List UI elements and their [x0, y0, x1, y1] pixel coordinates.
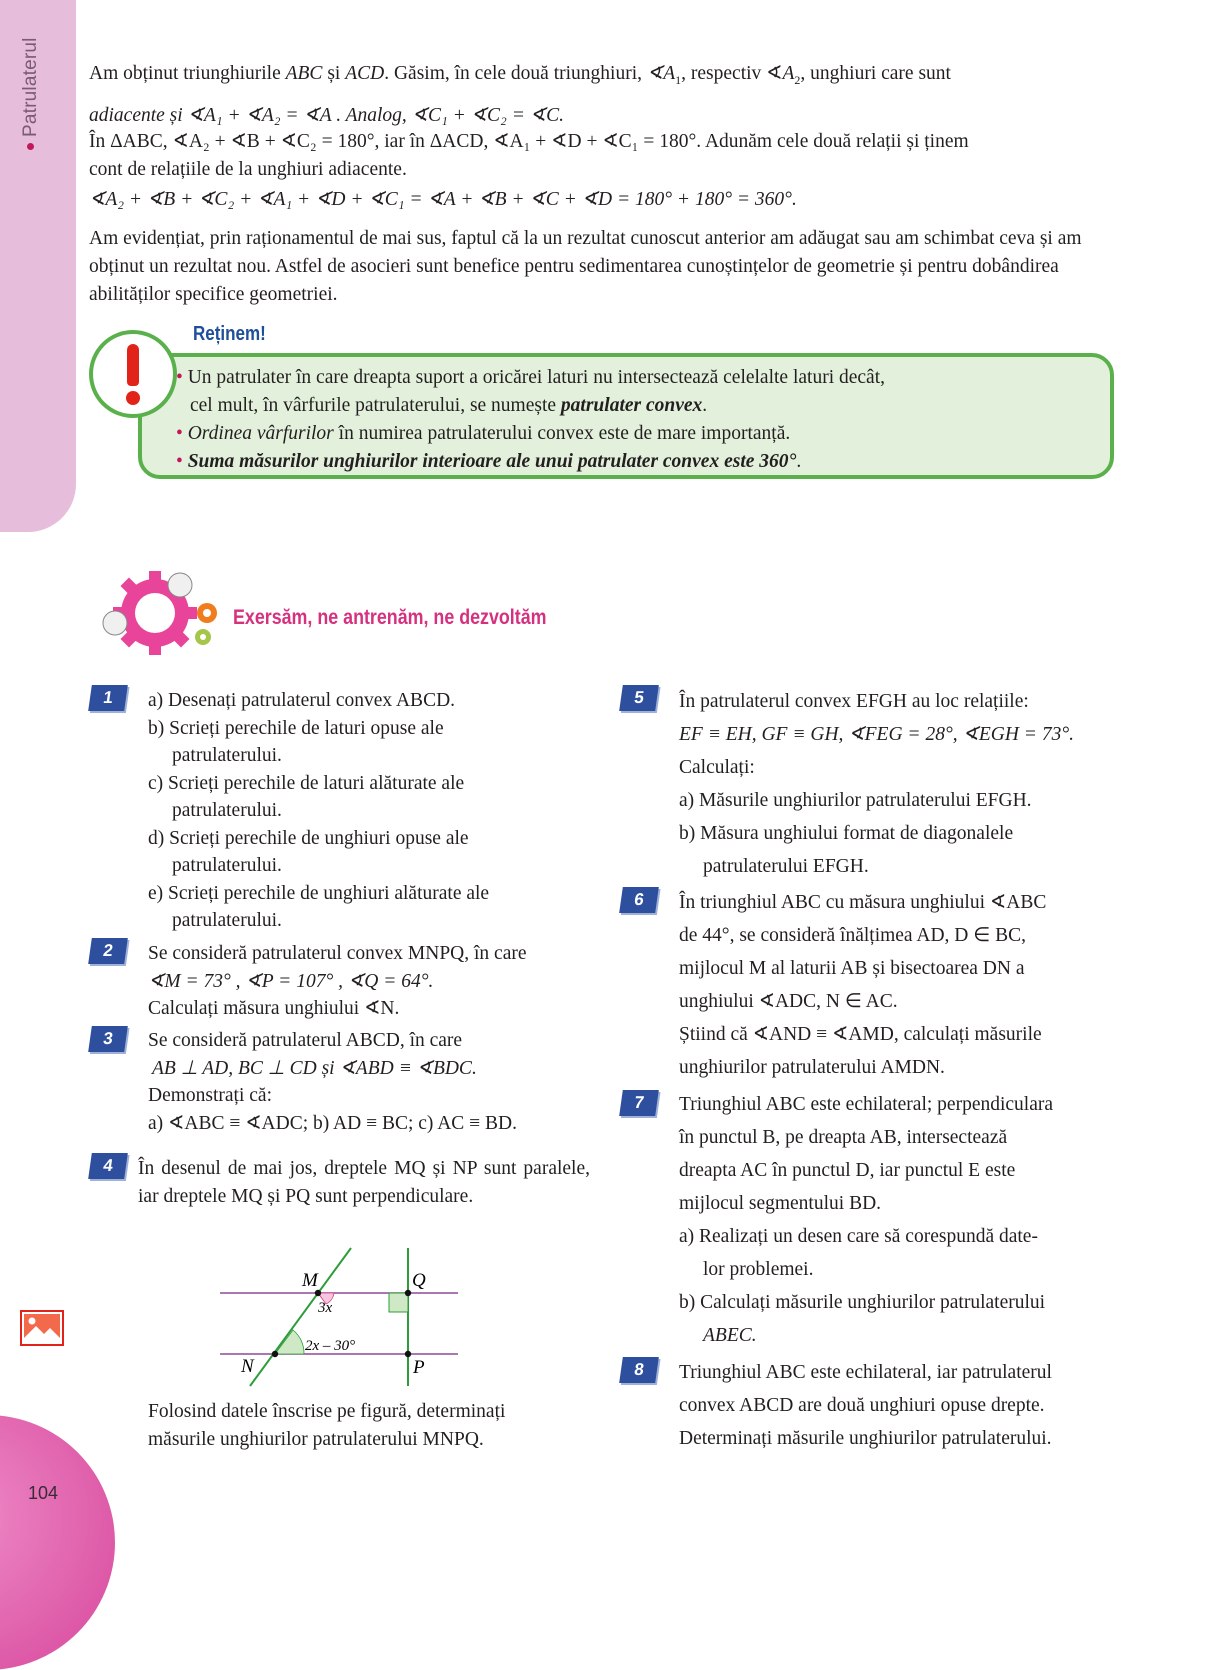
exercise-line: Triunghiul ABC este echilateral, iar patrulaterul [679, 1362, 1052, 1383]
label-Q: Q [412, 1270, 426, 1291]
exercise-line: ABEC. [703, 1325, 757, 1346]
exercise-4-question [148, 1398, 598, 1453]
gear-icon [85, 565, 225, 660]
bullet-icon [27, 143, 34, 150]
exercise-line: Triunghiul ABC este echilateral; perpendiculara [679, 1094, 1054, 1115]
exercise-line: Se consideră patrulaterul convex MNPQ, în care [148, 943, 527, 964]
exercise-8 [679, 1356, 1149, 1455]
side-label: Patrulaterul [20, 37, 42, 150]
paragraph-line: ∢A₂ + ∢B + ∢C₂ + ∢A₁ + ∢D + ∢C₁ = ∢A + ∢B + ∢C + ∢D = 180° + 180° = 360°. [89, 188, 797, 210]
exercise-line: unghiurilor patrulaterului AMDN. [679, 1057, 945, 1078]
exercise-line: b) Calculați măsurile unghiurilor patrulaterului [679, 1292, 1046, 1313]
exercise-line: patrulaterului. [172, 910, 282, 931]
exercise-line: d) Scrieți perechile de unghiuri opuse ale [148, 827, 469, 849]
paragraph-line: În ΔABC, ∢A₂ + ∢B + ∢C₂ = 180°, iar în ΔACD, ∢A₁ + ∢D + ∢C₁ = 180°. Adunăm cele două relații și ținem [89, 130, 969, 152]
exercise-line: Demonstrați că: [148, 1085, 272, 1106]
exercise-6 [679, 886, 1149, 1084]
exercise-number-1: 1 [88, 685, 128, 711]
paragraph-intro [89, 60, 1129, 214]
retinem-item: • Suma măsurilor unghiurilor interioare ale unui patrulater convex este 360°. [176, 451, 802, 472]
exercise-7 [679, 1088, 1149, 1352]
exercise-number-6: 6 [619, 887, 659, 913]
page-number: 104 [28, 1483, 59, 1503]
exercise-line: de 44°, se consideră înălțimea AD, D ∈ BC, [679, 925, 1027, 946]
exercise-line: a) Desenați patrulaterul convex ABCD. [148, 690, 456, 711]
exercise-line: a) Realizați un desen care să corespundă date- [679, 1226, 1038, 1247]
exercise-number-5: 5 [619, 685, 659, 711]
exercise-line: Calculați măsura unghiului ∢N. [148, 998, 400, 1019]
exclamation-icon [89, 330, 177, 418]
image-icon[interactable] [20, 1310, 64, 1346]
exercise-line: unghiului ∢ADC, N ∈ AC. [679, 991, 898, 1012]
retinem-item: • Un patrulater în care dreapta suport a oricărei laturi nu intersectează celelalte laturi decât, [176, 367, 885, 388]
exercise-line: EF ≡ EH, GF ≡ GH, ∢FEG = 28°, ∢EGH = 73°. [679, 724, 1074, 745]
label-M: M [302, 1270, 318, 1291]
exercise-line: a) Măsurile unghiurilor patrulaterului EFGH. [679, 790, 1032, 811]
retinem-content [176, 364, 1106, 476]
exercise-1 [148, 687, 598, 935]
exercise-line: patrulaterului. [172, 800, 282, 821]
exercise-line: mijlocul segmentului BD. [679, 1193, 882, 1214]
exercise-3 [148, 1027, 598, 1137]
exercise-line: convex ABCD are două unghiuri opuse drepte. [679, 1395, 1045, 1416]
exercise-line: în punctul B, pe dreapta AB, intersectează [679, 1127, 1008, 1148]
angle-label-bottom: 2x – 30° [305, 1338, 356, 1354]
exercise-number-3: 3 [88, 1026, 128, 1052]
corner-decoration [0, 1415, 115, 1670]
side-tab [0, 0, 76, 532]
exercise-line: măsurile unghiurilor patrulaterului MNPQ. [148, 1428, 484, 1450]
exercise-number-7: 7 [619, 1090, 659, 1116]
exercise-line: dreapta AC în punctul D, iar punctul E este [679, 1160, 1016, 1181]
exercise-line: c) Scrieți perechile de laturi alăturate ale [148, 772, 465, 794]
exercise-line: În patrulaterul convex EFGH au loc relațiile: [679, 691, 1029, 712]
exercise-line: mijlocul M al laturii AB și bisectoarea DN a [679, 958, 1025, 979]
exercise-number-8: 8 [619, 1357, 659, 1383]
exercise-line: b) Scrieți perechile de laturi opuse ale [148, 717, 444, 739]
retinem-item-cont: cel mult, în vârfurile patrulaterului, se numește patrulater convex. [190, 395, 708, 416]
exercise-line: patrulaterului EFGH. [703, 856, 869, 877]
paragraph-line: Am obținut triunghiurile ABC și ACD. Găsim, în cele două triunghiuri, $∢A_1$, respectiv $∢A_2$, unghiuri care sunt [89, 63, 951, 87]
exercise-2 [148, 940, 598, 1023]
exercise-line: patrulaterului. [172, 745, 282, 766]
exercise-line: Se consideră patrulaterul ABCD, în care [148, 1030, 463, 1051]
exercise-number-4: 4 [88, 1153, 128, 1179]
section-title: Exersăm, ne antrenăm, ne dezvoltăm [233, 606, 547, 629]
exercise-line: AB ⊥ AD, BC ⊥ CD și ∢ABD ≡ ∢BDC. [152, 1057, 477, 1079]
exercise-line: ∢M = 73° , ∢P = 107° , ∢Q = 64°. [148, 970, 434, 992]
geometry-figure [218, 1240, 463, 1390]
exercise-line: lor problemei. [703, 1259, 814, 1280]
retinem-title: Reținem! [193, 323, 266, 345]
exercise-line: patrulaterului. [172, 855, 282, 876]
label-N: N [241, 1356, 254, 1377]
paragraph-line: adiacente și ∢A₁ + ∢A₂ = ∢A . Analog, ∢C₁ + ∢C₂ = ∢C. [89, 104, 564, 126]
exercise-4: În desenul de mai jos, dreptele MQ și NP sunt paralele, iar dreptele MQ și PQ sunt perpendiculare. [138, 1158, 590, 1207]
exercise-line: Determinați măsurile unghiurilor patrulaterului. [679, 1428, 1052, 1449]
retinem-item: • Ordinea vârfurilor în numirea patrulaterului convex este de mare importanță. [176, 423, 791, 444]
exercise-line: Calculați: [679, 757, 755, 778]
exercise-number-2: 2 [88, 938, 128, 964]
exercise-line: Folosind datele înscrise pe figură, determinați [148, 1401, 506, 1422]
exercise-line: În triunghiul ABC cu măsura unghiului ∢ABC [679, 892, 1047, 913]
label-P: P [413, 1357, 425, 1378]
paragraph-line: cont de relațiile de la unghiuri adiacente. [89, 158, 407, 180]
paragraph-reasoning: Am evidențiat, prin raționamentul de mai sus, faptul că la un rezultat cunoscut anterior am adăugat sau am schimbat ceva și am obținut un rezultat nou. Astfel de asocieri sunt benefice pentru sedimentarea cunoștințelor de geometrie și pentru dobândirea abilităților specifice geometriei. [89, 228, 1082, 305]
exercise-line: a) ∢ABC ≡ ∢ADC; b) AD ≡ BC; c) AC ≡ BD. [148, 1112, 518, 1134]
exercise-line: Știind că ∢AND ≡ ∢AMD, calculați măsurile [679, 1024, 1042, 1045]
angle-label-top: 3x [318, 1300, 333, 1316]
exercise-line: b) Măsura unghiului format de diagonalele [679, 823, 1014, 844]
exercise-5 [679, 685, 1149, 883]
exercise-line: e) Scrieți perechile de unghiuri alăturate ale [148, 882, 490, 904]
